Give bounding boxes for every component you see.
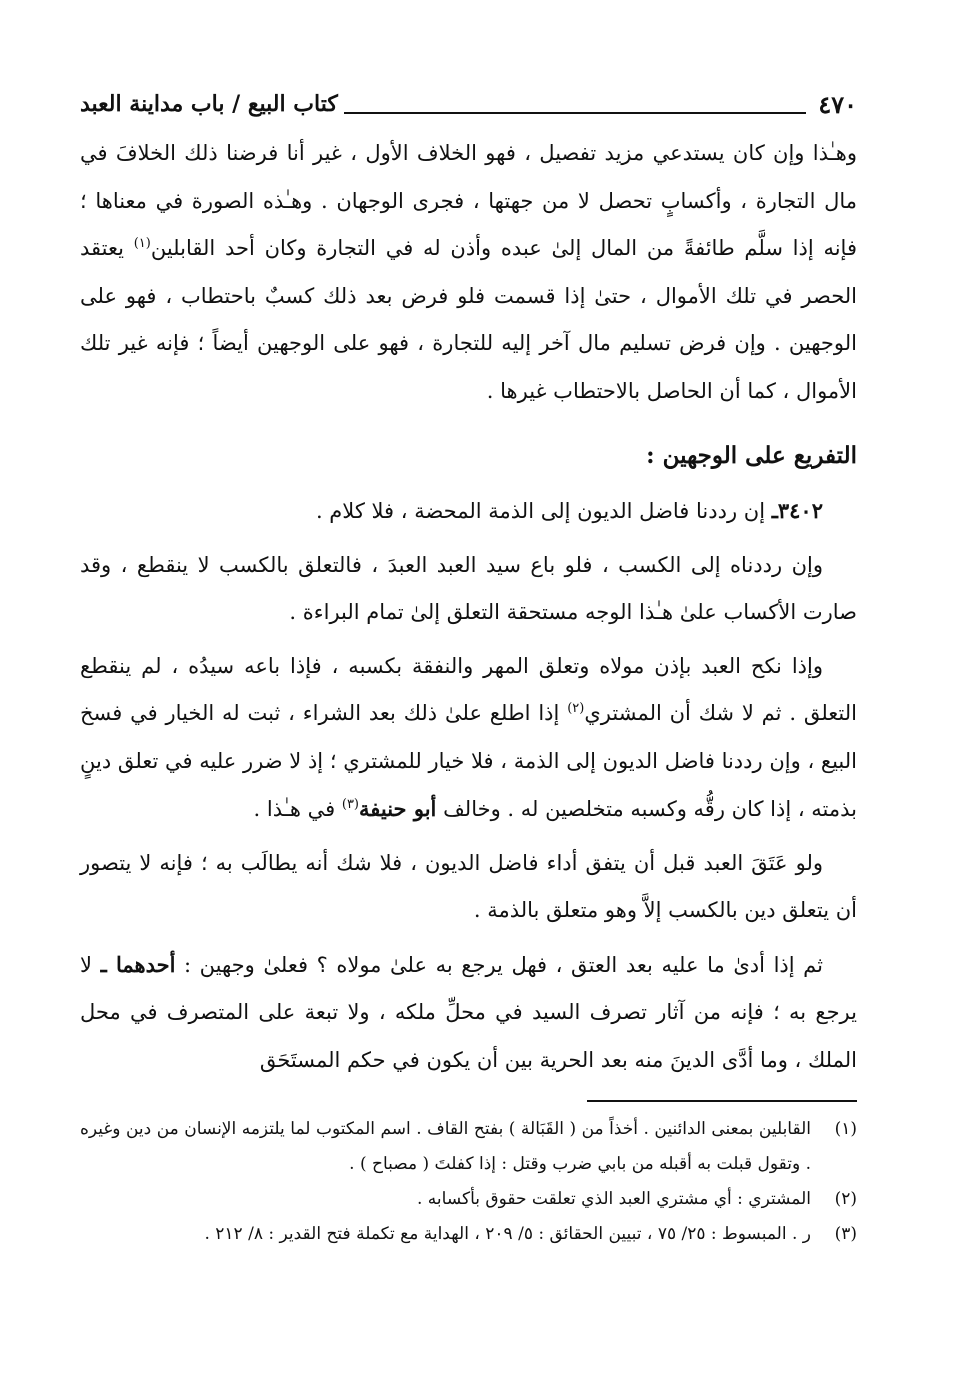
- paragraph-1: وهـٰذا وإن كان يستدعي مزيد تفصيل ، فهو الخلاف الأول ، غير أنا فرضنا ذلك الخلافَ في مال التجارة ، وأكسابٍ تحصل لا من جهتها ، فجرى الوجهان . وهـٰذه الصورة في معناها ؛ فإنه إذا سلَّم طائفةً من المال إلىٰ عبده وأذن له في التجارة وكان أحد القابلين$^{(١)}$ يعتقد الحصر في تلك الأموال ، حتىٰ إذا قسمت فلو فرض بعد ذلك كسبٌ باحتطاب ، فهو على الوجهين . وإن فرض تسليم مال آخر إليه للتجارة ، فهو على الوجهين أيضاً ؛ فإنه غير تلك الأموال ، كما أن الحاصل بالاحتطاب غيرها .: [80, 141, 857, 403]
- footnote-1: [80, 1112, 857, 1182]
- footnote-text: القابلين بمعنى الدائنين . أخذاً من ( القَبَالة ) بفتح القاف . اسم المكتوب لما يلتزمه الإنسان من دين وغيره . وتقول قبلت به أقبله من بابي ضرب وقتل : إذا كفلتَ ( مصباح ) .: [80, 1119, 811, 1174]
- footnote-ref-1: (١): [133, 236, 151, 251]
- header-rule: [344, 112, 807, 114]
- footnote-ref-3: (٣): [341, 797, 359, 812]
- footnote-ref-2: (٢): [567, 701, 585, 716]
- footnote-number: (٣): [834, 1224, 857, 1244]
- footnote-number: (١): [834, 1119, 857, 1139]
- running-title: كتاب البيع / باب مداينة العبد: [80, 91, 338, 117]
- footnote-3: [80, 1217, 857, 1252]
- issue-paragraph: ٣٤٠٢ـ إن رددنا فاضل الديون إلى الذمة المحضة ، فلا كلام .: [315, 498, 823, 523]
- first-view-label: أحدهما ـ: [100, 951, 176, 977]
- paragraph-3: وإذا نكح العبد بإذن مولاه وتعلق المهر والنفقة بكسبه ، فإذا باعه سيدُه ، لم ينقطع التعلق . ثم لا شك أن المشتري$^{(٢)}$ إذا اطلع علىٰ ذلك بعد الشراء ، ثبت له الخيار في فسخ البيع ، وإن رددنا فاضل الديون إلى الذمة ، فلا خيار للمشتري ؛ إذ لا ضرر عليه في تعلق دينٍ بذمته ، إذا كان رقُّه وكسبه متخلصين له . وخالف أبو حنيفة$^{(٣)}$ في هـٰذا .: [80, 653, 857, 821]
- footnotes: [80, 1112, 857, 1252]
- issue-number: ٣٤٠٢ـ: [771, 498, 823, 523]
- footnote-number: (٢): [834, 1189, 857, 1209]
- name-abu-hanifa: أبو حنيفة: [359, 796, 437, 821]
- footnote-2: [80, 1182, 857, 1217]
- footnote-text: ر . المبسوط : ٢٥/ ٧٥ ، تبيين الحقائق : ٥/ ٢٠٩ ، الهداية مع تكملة فتح القدير : ٨/ ٢١٢ .: [204, 1224, 811, 1244]
- footnote-text: المشتري : أي مشتري العبد الذي تعلقت حقوق بأكسابه .: [416, 1189, 811, 1209]
- section-heading: التفريع على الوجهين :: [646, 442, 857, 469]
- page-header: [80, 84, 857, 124]
- page-number: ٤٧٠: [818, 89, 857, 119]
- paragraph-4: ولو عَتَقَ العبد قبل أن يتفق أداء فاضل الديون ، فلا شك أنه يطالَب به ؛ فإنه لا يتصور أن يتعلق دين بالكسب إلاَّ وهو متعلق بالذمة .: [80, 850, 857, 922]
- main-text: [80, 130, 857, 1084]
- paragraph-5: ثم إذا أدىٰ ما عليه بعد العتق ، فهل يرجع به علىٰ مولاه ؟ فعلىٰ وجهين : أحدهما ـ لا يرجع به ؛ فإنه من آثار تصرف السيد في محلِّ ملكه ، ولا تبعة على المتصرف في محل الملك ، وما أدَّى الدينَ منه بعد الحرية بين أن يكون في حكم المستَحَق: [80, 951, 857, 1072]
- footnote-separator: [587, 1100, 857, 1102]
- paragraph-2: وإن رددناه إلى الكسب ، فلو باع سيد العبد العبدَ ، فالتعلق بالكسب لا ينقطع ، وقد صارت الأكساب علىٰ هـٰذا الوجه مستحقة التعلق إلىٰ تمام البراءة .: [80, 552, 857, 624]
